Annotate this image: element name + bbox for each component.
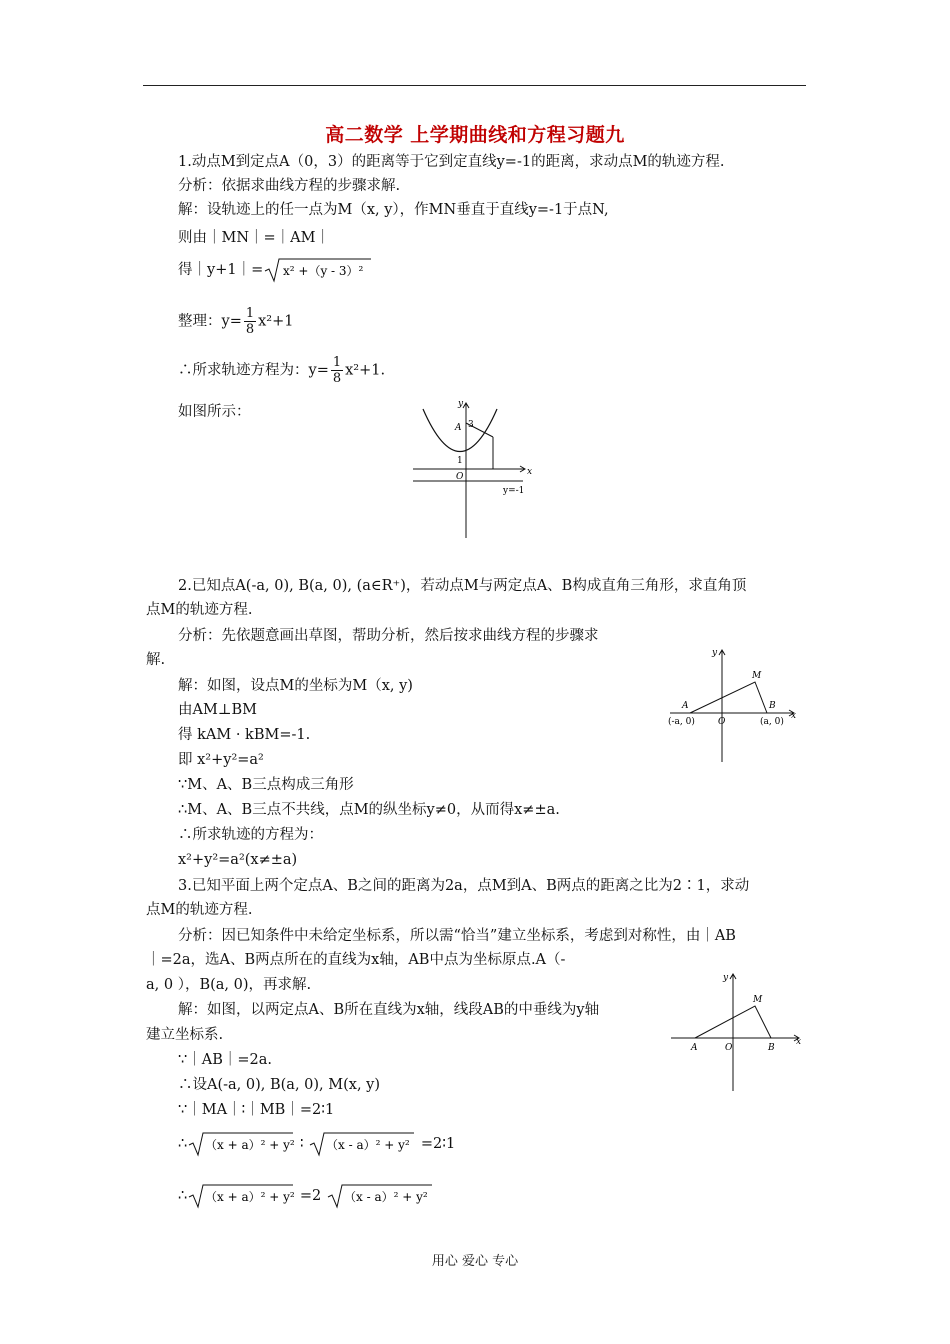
- problem-2-solution-line-2: 由AM⊥BM: [178, 702, 257, 718]
- problem-2-question-line-2: 点M的轨迹方程.: [146, 602, 253, 618]
- parabola-figure: [405, 395, 535, 545]
- label-b: B: [769, 701, 776, 711]
- problem-2-solution-line-1: 解：如图，设点M的坐标为M（x, y): [178, 678, 413, 694]
- problem-1-solution-line-5: [178, 355, 385, 386]
- label-origin: O: [718, 717, 726, 727]
- fraction-denominator: 8: [245, 322, 255, 337]
- radicand: x² +（y - 3）²: [283, 264, 364, 278]
- problem-1-question: 1.动点M到定点A（0，3）的距离等于它到定直线y=-1的距离，求动点M的轨迹方程.: [178, 154, 725, 170]
- page-footer: 用心 爱心 专心: [431, 1254, 519, 1269]
- problem-2-analysis-line-2: 解.: [146, 652, 166, 668]
- fraction-numerator: 1: [245, 306, 255, 321]
- label-3: 3: [468, 420, 474, 430]
- label-1: 1: [457, 456, 463, 466]
- sqrt-sign: [187, 1182, 295, 1210]
- label-origin: O: [456, 472, 464, 482]
- problem-3-solution-line-3: ∵｜AB｜=2a.: [178, 1052, 272, 1068]
- eq-suffix: x²+1.: [345, 362, 386, 379]
- problem-1-solution-line-4: [178, 306, 294, 337]
- label-y: y: [712, 648, 718, 658]
- problem-3-analysis-line-1: 分析：因已知条件中未给定坐标系，所以需“恰当”建立坐标系，考虑到对称性，由｜AB: [178, 928, 736, 944]
- problem-2-solution-line-4: 即 x²+y²=a²: [178, 752, 264, 768]
- problem-3-solution-line-2: 建立坐标系.: [146, 1027, 224, 1043]
- page-title: 高二数学 上学期曲线和方程习题九: [325, 124, 625, 146]
- label-b-coord: (a, 0): [760, 717, 784, 727]
- equals-two: =2: [299, 1188, 322, 1204]
- radicand: （x - a）² + y²: [343, 1190, 428, 1204]
- right-triangle: [690, 682, 767, 713]
- problem-3-solution-line-5: ∵｜MA｜∶｜MB｜=2∶1: [178, 1102, 335, 1118]
- label-a: A: [691, 1043, 698, 1053]
- problem-2-solution-line-5: ∵M、A、B三点构成三角形: [178, 777, 354, 793]
- fraction: [331, 355, 343, 386]
- eq-prefix: 整理：y=: [178, 313, 242, 330]
- label-y: y: [723, 973, 729, 983]
- sqrt-sign: [263, 256, 373, 284]
- sqrt-sign: [326, 1182, 434, 1210]
- problem-2-solution-line-7: ∴所求轨迹的方程为：: [178, 827, 323, 843]
- therefore-symbol: ∴: [178, 1136, 188, 1152]
- triangle-figure-2: [665, 966, 805, 1096]
- eq-suffix: x²+1: [258, 313, 294, 330]
- label-a-coord: (-a, 0): [668, 717, 695, 727]
- problem-3-analysis-line-3: a, 0 ），B(a, 0)，再求解.: [146, 977, 312, 993]
- label-y: y: [458, 399, 464, 409]
- problem-2-analysis-line-1: 分析：先依题意画出草图，帮助分析，然后按求曲线方程的步骤求: [178, 628, 599, 644]
- problem-3-solution-line-4: ∴设A(-a, 0), B(a, 0), M(x, y): [178, 1077, 381, 1093]
- label-m: M: [753, 995, 763, 1005]
- problem-3-question-line-2: 点M的轨迹方程.: [146, 902, 253, 918]
- problem-3-solution-line-1: 解：如图，以两定点A、B所在直线为x轴，线段AB的中垂线为y轴: [178, 1002, 600, 1018]
- figure-caption: 如图所示：: [178, 404, 251, 420]
- label-x: x: [796, 1037, 802, 1047]
- problem-3-question-line-1: 3.已知平面上两个定点A、B之间的距离为2a，点M到A、B两点的距离之比为2∶1，求动: [178, 878, 750, 894]
- fraction-denominator: 8: [332, 371, 342, 386]
- label-b: B: [768, 1043, 775, 1053]
- label-origin: O: [725, 1043, 733, 1053]
- problem-3-ratio-equation: [178, 1130, 455, 1158]
- label-a: A: [455, 423, 462, 433]
- fraction: [244, 306, 256, 337]
- label-directrix: y=-1: [503, 486, 525, 496]
- ratio-result: =2∶1: [420, 1136, 456, 1152]
- ratio-separator: ∶: [299, 1136, 304, 1152]
- problem-2-solution-line-6: ∴M、A、B三点不共线，点M的纵坐标y≠0，从而得x≠±a.: [178, 802, 560, 818]
- label-a: A: [682, 701, 689, 711]
- label-m: M: [752, 671, 762, 681]
- problem-1-solution-line-3: [178, 256, 373, 284]
- problem-3-analysis-line-2: ｜=2a，选A、B两点所在的直线为x轴，AB中点为坐标原点.A（-: [146, 952, 566, 968]
- label-x: x: [791, 711, 797, 721]
- header-rule: [143, 85, 806, 86]
- problem-2-solution-line-8: x²+y²=a²(x≠±a): [178, 852, 298, 868]
- radicand: （x - a）² + y²: [326, 1138, 410, 1152]
- eq-prefix: ∴所求轨迹方程为：y=: [178, 362, 329, 379]
- problem-3-equality-equation: [178, 1182, 434, 1210]
- fraction-numerator: 1: [332, 355, 342, 370]
- problem-1-solution-line-2: 则由｜MN｜=｜AM｜: [178, 230, 331, 246]
- problem-2-solution-line-3: 得 kAM · kBM=-1.: [178, 727, 311, 743]
- problem-1-analysis: 分析：依据求曲线方程的步骤求解.: [178, 178, 401, 194]
- therefore-symbol: ∴: [178, 1188, 188, 1204]
- radicand: （x + a）² + y²: [205, 1190, 295, 1204]
- sqrt-sign: [187, 1130, 295, 1158]
- problem-1-solution-line-1: 解：设轨迹上的任一点为M（x, y），作MN垂直于直线y=-1于点N,: [178, 202, 609, 218]
- sqrt-sign: [308, 1130, 416, 1158]
- eq-prefix: 得｜y+1｜=: [178, 262, 264, 278]
- triangle-figure-1: [662, 642, 802, 767]
- radicand: （x + a）² + y²: [205, 1138, 295, 1152]
- label-x: x: [527, 467, 533, 477]
- problem-2-question-line-1: 2.已知点A(-a, 0), B(a, 0), (a∈R⁺)，若动点M与两定点A、B构成直角三角形，求直角顶: [178, 578, 747, 594]
